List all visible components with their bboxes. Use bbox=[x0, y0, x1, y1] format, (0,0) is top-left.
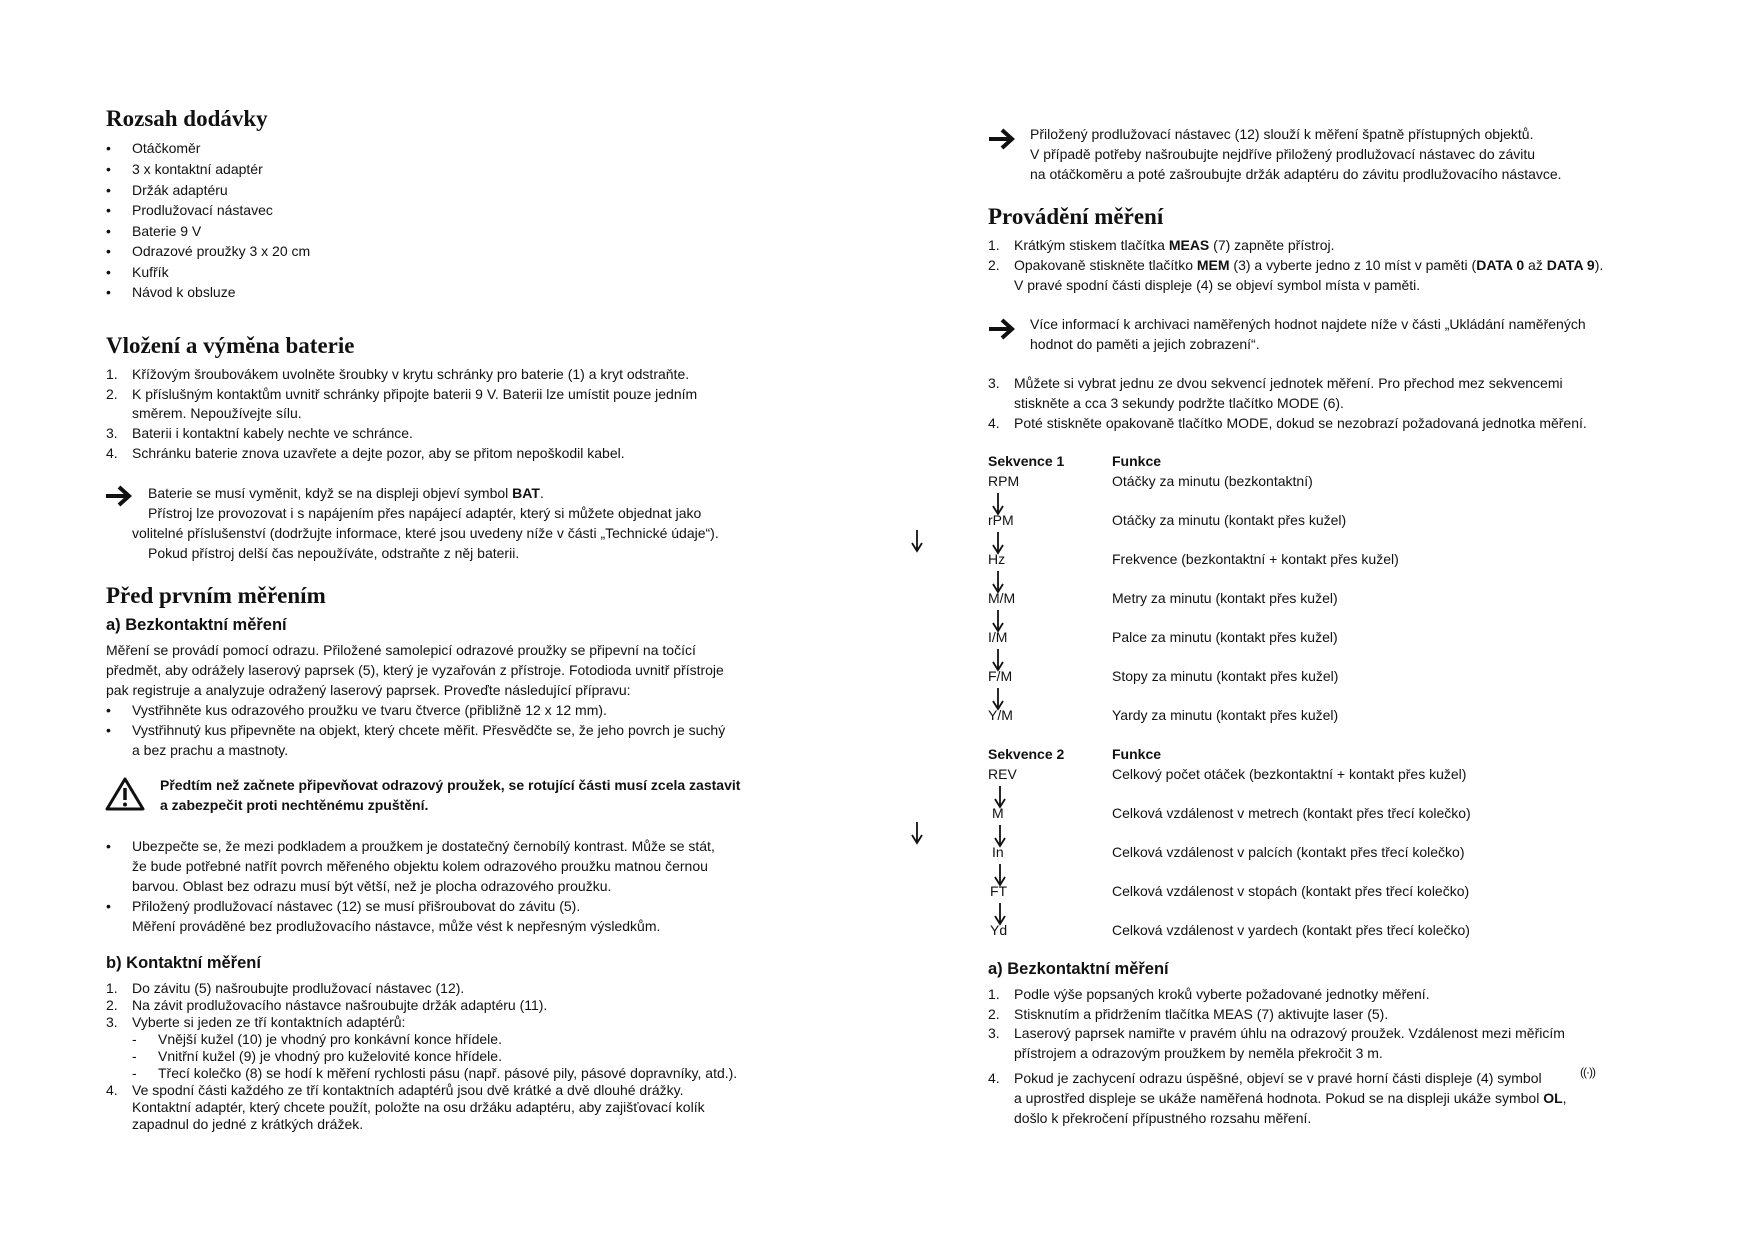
arrow-right-icon bbox=[987, 126, 1017, 152]
list-item: Můžete si vybrat jednu ze dvou sekvencí jednotek měření. Pro přechod mez sekvencemi bbox=[1014, 375, 1563, 391]
unit-code: M bbox=[992, 805, 1004, 821]
list-item: Ve spodní části každého ze tří kontaktních adaptérů jsou dvě krátké a dvě dlouhé drážky. bbox=[132, 1082, 684, 1098]
list-item: Třecí kolečko (8) se hodí k měření rychlosti pásu (např. pásové pily, pásové dopravníky, atd.). bbox=[158, 1065, 738, 1081]
list-item: Vyberte si jeden ze tří kontaktních adaptérů: bbox=[132, 1014, 406, 1030]
subtitle-contactless: a) Bezkontaktní měření bbox=[106, 616, 287, 634]
unit-description: Celková vzdálenost v stopách (kontakt přes třecí kolečko) bbox=[1112, 883, 1470, 899]
unit-code: Yd bbox=[990, 922, 1008, 938]
list-item: 3 x kontaktní adaptér bbox=[132, 161, 263, 177]
list-item: Schránku baterie znova uzavřete a dejte pozor, aby se přitom nepoškodil kabel. bbox=[132, 445, 625, 461]
unit-description: Stopy za minutu (kontakt přes kužel) bbox=[1112, 668, 1339, 684]
list-item: Kufřík bbox=[132, 264, 169, 280]
list-item: Vnitřní kužel (9) je vhodný pro kuželovité konce hřídele. bbox=[158, 1048, 502, 1064]
table-header: Sekvence 2 bbox=[988, 746, 1065, 762]
warning-icon bbox=[105, 776, 145, 812]
table-header: Funkce bbox=[1112, 746, 1162, 762]
list-item: Krátkým stiskem tlačítka MEAS (7) zapněte přístroj. bbox=[1014, 237, 1335, 253]
table-header: Sekvence 1 bbox=[988, 453, 1065, 469]
list-item: Prodlužovací nástavec bbox=[132, 202, 273, 218]
list-item: směrem. Nepoužívejte sílu. bbox=[132, 405, 302, 421]
unit-description: Celkový počet otáček (bezkontaktní + kontakt přes kužel) bbox=[1112, 766, 1467, 782]
list-item: Baterie 9 V bbox=[132, 223, 202, 239]
list-item: Podle výše popsaných kroků vyberte požadované jednotky měření. bbox=[1014, 986, 1430, 1002]
unit-description: Otáčky za minutu (bezkontaktní) bbox=[1112, 473, 1313, 489]
unit-code: I/M bbox=[988, 629, 1008, 645]
list-item: Křížovým šroubovákem uvolněte šroubky v krytu schránky pro baterie (1) a kryt odstraňte. bbox=[132, 366, 690, 382]
unit-code: RPM bbox=[988, 473, 1020, 489]
unit-code: REV bbox=[988, 766, 1017, 782]
list-item: K příslušným kontaktům uvnitř schránky připojte baterii 9 V. Baterii lze umístit pouze jedním bbox=[132, 386, 698, 402]
unit-description: Palce za minutu (kontakt přes kužel) bbox=[1112, 629, 1338, 645]
list-item: Stisknutím a přidržením tlačítka MEAS (7) aktivujte laser (5). bbox=[1014, 1006, 1389, 1022]
list-item: Laserový paprsek namiřte v pravém úhlu na odrazový proužek. Vzdálenost mezi měřicím bbox=[1014, 1025, 1565, 1041]
list-item: Držák adaptéru bbox=[132, 182, 228, 198]
before-title: Před prvním měřením bbox=[106, 583, 326, 608]
scope-title: Rozsah dodávky bbox=[106, 106, 268, 131]
signal-symbol: ((·)) bbox=[1580, 1065, 1595, 1079]
unit-code: F/M bbox=[988, 668, 1013, 684]
list-item: Návod k obsluze bbox=[132, 284, 236, 300]
list-item: Baterii i kontaktní kabely nechte ve schránce. bbox=[132, 425, 413, 441]
list-item: Vystřihněte kus odrazového proužku ve tvaru čtverce (přibližně 12 x 12 mm). bbox=[132, 702, 607, 718]
unit-description: Celková vzdálenost v palcích (kontakt přes třecí kolečko) bbox=[1112, 844, 1465, 860]
unit-description: Frekvence (bezkontaktní + kontakt přes kužel) bbox=[1112, 551, 1399, 567]
list-item: Odrazové proužky 3 x 20 cm bbox=[132, 243, 311, 259]
list-item: Do závitu (5) našroubujte prodlužovací nástavec (12). bbox=[132, 980, 465, 996]
table-header: Funkce bbox=[1112, 453, 1162, 469]
unit-description: Metry za minutu (kontakt přes kužel) bbox=[1112, 590, 1338, 606]
list-item: Poté stiskněte opakovaně tlačítko MODE, dokud se nezobrazí požadovaná jednotka měření. bbox=[1014, 415, 1587, 431]
unit-code: FT bbox=[990, 883, 1008, 899]
bat-symbol: BAT bbox=[512, 485, 540, 501]
unit-description: Otáčky za minutu (kontakt přes kužel) bbox=[1112, 512, 1347, 528]
unit-description: Celková vzdálenost v yardech (kontakt přes třecí kolečko) bbox=[1112, 922, 1470, 938]
unit-code: Hz bbox=[988, 551, 1006, 567]
unit-code: In bbox=[992, 844, 1004, 860]
list-item: Na závit prodlužovacího nástavce našroubujte držák adaptéru (11). bbox=[132, 997, 548, 1013]
unit-description: Yardy za minutu (kontakt přes kužel) bbox=[1112, 707, 1339, 723]
arrow-right-icon bbox=[104, 483, 134, 509]
battery-title: Vložení a výměna baterie bbox=[106, 333, 355, 358]
list-item: Vnější kužel (10) je vhodný pro konkávní konce hřídele. bbox=[158, 1031, 502, 1047]
measure-title: Provádění měření bbox=[988, 204, 1164, 229]
arrow-down-icon bbox=[910, 528, 924, 554]
subtitle-contact: b) Kontaktní měření bbox=[106, 954, 261, 972]
unit-code: rPM bbox=[988, 512, 1014, 528]
list-item: Pokud je zachycení odrazu úspěšné, objeví se v pravé horní části displeje (4) symbol bbox=[1014, 1070, 1542, 1086]
arrow-right-icon bbox=[987, 316, 1017, 342]
unit-code: Y/M bbox=[988, 707, 1013, 723]
arrow-down-icon bbox=[910, 820, 924, 846]
list-item: Otáčkoměr bbox=[132, 140, 201, 156]
subtitle-contactless-measure: a) Bezkontaktní měření bbox=[988, 960, 1169, 978]
unit-code: M/M bbox=[988, 590, 1016, 606]
unit-description: Celková vzdálenost v metrech (kontakt přes třecí kolečko) bbox=[1112, 805, 1471, 821]
list-item: Vystřihnutý kus připevněte na objekt, který chcete měřit. Přesvědčte se, že jeho povrch je suchý bbox=[132, 722, 726, 738]
list-item: Opakovaně stiskněte tlačítko MEM (3) a vyberte jedno z 10 míst v paměti (DATA 0 až DATA 9). bbox=[1014, 257, 1604, 273]
ol-symbol: OL bbox=[1543, 1090, 1563, 1106]
